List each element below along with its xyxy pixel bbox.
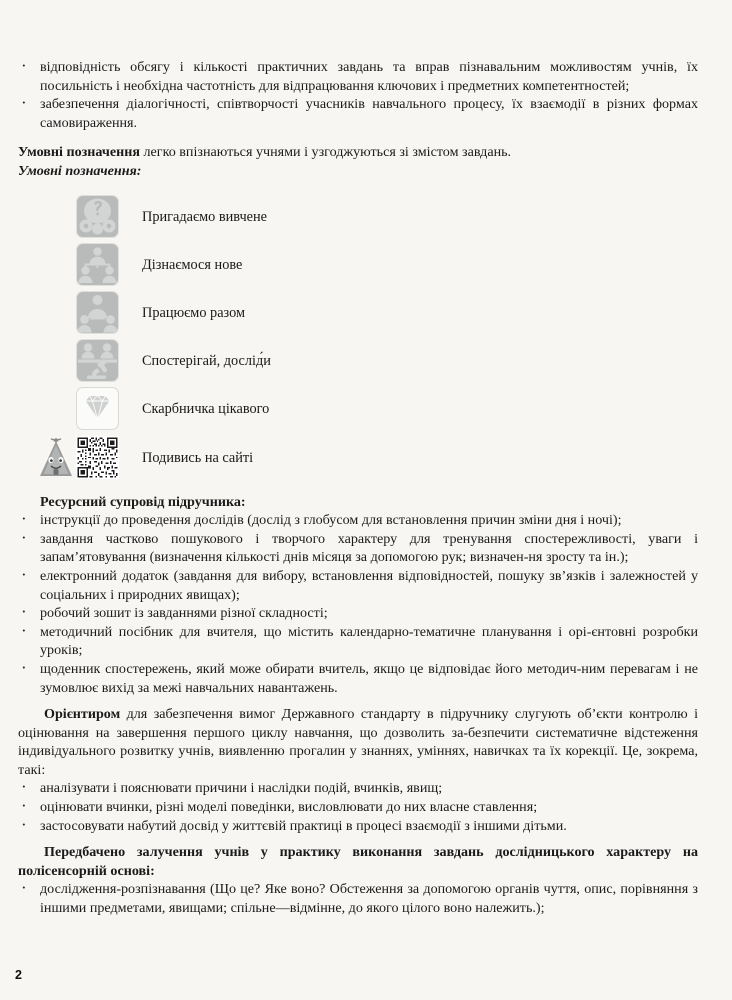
legend-row — [76, 337, 698, 385]
orientation-lead: Орієнтиром — [44, 706, 121, 723]
legend-label: Скарбничка цікавого — [142, 400, 270, 417]
list-item: · робочий зошит із завданнями різної складності; — [18, 604, 698, 623]
legend-label: Працюємо разом — [142, 304, 246, 321]
legend-label: Спостерігай, дослід́и — [142, 352, 271, 369]
legend-row — [76, 193, 698, 241]
conventions-intro-rest: легко впізнаються учнями і узгоджуються зі змістом завдань. — [139, 144, 512, 161]
research-bullet-list — [18, 880, 698, 917]
legend-label: Подивись на сайті — [142, 449, 254, 466]
list-item: · інструкції до проведення дослідів (дослід з глобусом для встановлення причин зміни дня і ночі); — [18, 511, 698, 530]
list-item: · оцінювати вчинки, різні моделі поведінки, висловлювати до них власне ставлення; — [18, 798, 698, 817]
legend-row — [76, 289, 698, 337]
conventions-subheading — [18, 162, 698, 181]
list-item: · відповідність обсягу і кількості практичних завдань та вправ пізнавальним можливостям учнів, їх посильність і необхідна частотність для відпрацювання ключових і предметних компетентностей; — [18, 58, 698, 95]
legend-row — [76, 385, 698, 433]
research-paragraph: Передбачено залучення учнів у практику виконання завдань дослідницького характеру на полісенсорній основі: — [18, 844, 698, 879]
group-learn-icon — [76, 243, 119, 286]
legend-row — [76, 241, 698, 289]
conventions-intro-bold: Умовні позначення — [18, 144, 140, 161]
qr-code-icon — [76, 436, 119, 479]
list-item: · застосовувати набутий досвід у життєвій практиці в процесі взаємодії з іншими дітьми. — [18, 817, 698, 836]
conventions-subheading-text: Умовні позначення: — [18, 162, 142, 179]
legend-label: Дізнаємося нове — [142, 256, 243, 273]
list-item: · забезпечення діалогічності, співтворчості учасників навчального процесу, їх взаємодії в різних формах самовираження. — [18, 95, 698, 132]
page-number: 2 — [15, 968, 22, 982]
orientation-paragraph — [18, 705, 698, 779]
list-item: · щоденник спостережень, який може обирати вчитель, якщо це відповідає його методич-ним перевагам і не зумовлює вихід за межі навчальних навантажень. — [18, 660, 698, 697]
diamond-icon — [76, 387, 119, 430]
mascot-icon — [36, 438, 76, 480]
work-together-icon — [76, 291, 119, 334]
orientation-bullet-list — [18, 779, 698, 835]
page-content — [18, 58, 698, 918]
list-item: · методичний посібник для вчителя, що містить календарно-тематичне планування і орі-єнтовні розробки уроків; — [18, 623, 698, 660]
list-item: · дослідження-розпізнавання (Що це? Яке воно? Обстеження за допомогою органів чуття, опис, порівняння з іншими предметами, явищами; спільне—відмінне, до якого цілого воно належить.); — [18, 880, 698, 917]
resources-bullet-list — [18, 511, 698, 697]
orientation-body: для забезпечення вимог Державного стандарту в підручнику слугують об’єкти контролю і оцінювання на завершення першого циклу навчання, що дозволить за-безпечити систематичне відстеження індивідуального розвитку учнів, виявленню прогалин у знаннях, уміннях, навичках та їх корекції. Це, зокрема, такі: — [18, 706, 698, 778]
list-item: · електронний додаток (завдання для вибору, встановлення відповідностей, пошуку зв’язків і залежностей у соціальних і природних явищах); — [18, 567, 698, 604]
question-head-icon — [76, 195, 119, 238]
list-item: · завдання частково пошукового і творчого характеру для тренування спостережливості, уваги і запам’ятовування (визначення кількості днів місяця за допомогою рук; визначен-ня зросту та ін.); — [18, 530, 698, 567]
legend-row — [76, 433, 698, 483]
legend-label: Пригадаємо вивчене — [142, 208, 267, 225]
list-item: · аналізувати і пояснювати причини і наслідки подій, вчинків, явищ; — [18, 779, 698, 798]
conventions-intro — [18, 143, 698, 162]
resources-heading: Ресурсний супровід підручника: — [40, 493, 246, 510]
top-bullet-list — [18, 58, 698, 132]
microscope-observe-icon — [76, 339, 119, 382]
conventions-legend — [18, 193, 698, 483]
